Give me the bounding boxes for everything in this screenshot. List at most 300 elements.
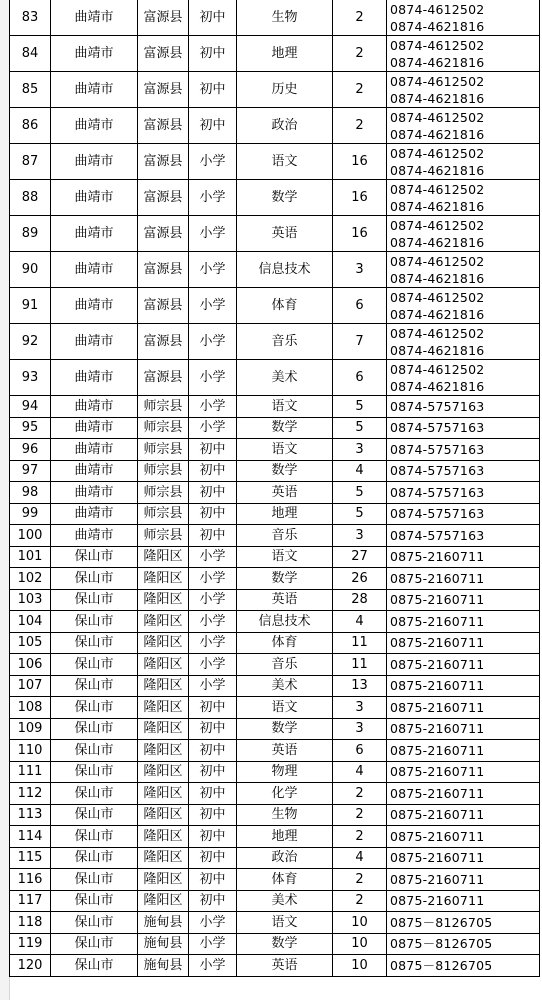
table-row <box>10 718 540 740</box>
phone-cell[interactable] <box>387 869 540 891</box>
phone-number: 0874-5757163 <box>390 506 485 522</box>
phone-number: 0875-2160711 <box>390 871 485 887</box>
table-row <box>10 144 540 180</box>
phone-cell[interactable] <box>387 360 540 396</box>
count-cell[interactable]: 2 <box>333 72 387 108</box>
subject-cell[interactable]: 语文 <box>237 697 333 719</box>
count-cell[interactable]: 6 <box>333 360 387 396</box>
county-cell[interactable]: 师宗县 <box>138 482 189 504</box>
subject-cell[interactable]: 英语 <box>237 955 333 977</box>
phone-number: 0875-2160711 <box>390 850 485 866</box>
city-cell[interactable]: 曲靖市 <box>51 36 138 72</box>
school-level-cell[interactable]: 小学 <box>189 288 237 324</box>
phone-number: 0874-4612502 <box>390 289 485 305</box>
county-cell[interactable]: 富源县 <box>138 72 189 108</box>
count-cell[interactable]: 16 <box>333 144 387 180</box>
phone-cell[interactable] <box>387 718 540 740</box>
county-cell[interactable]: 富源县 <box>138 216 189 252</box>
row-number-cell[interactable]: 84 <box>10 36 51 72</box>
count-cell[interactable]: 10 <box>333 933 387 955</box>
phone-cell[interactable] <box>387 72 540 108</box>
row-number-cell[interactable]: 107 <box>10 675 51 697</box>
row-number-cell[interactable]: 113 <box>10 804 51 826</box>
city-cell[interactable]: 保山市 <box>51 869 138 891</box>
city-cell[interactable]: 曲靖市 <box>51 288 138 324</box>
school-level-cell[interactable]: 小学 <box>189 144 237 180</box>
county-cell[interactable]: 隆阳区 <box>138 611 189 633</box>
row-number-cell[interactable]: 92 <box>10 324 51 360</box>
school-level-cell[interactable]: 小学 <box>189 360 237 396</box>
school-level-cell[interactable]: 初中 <box>189 72 237 108</box>
count-cell[interactable]: 10 <box>333 912 387 934</box>
subject-cell[interactable]: 化学 <box>237 783 333 805</box>
county-cell[interactable]: 施甸县 <box>138 912 189 934</box>
row-number-cell[interactable]: 111 <box>10 761 51 783</box>
county-cell[interactable]: 富源县 <box>138 360 189 396</box>
city-cell[interactable]: 保山市 <box>51 675 138 697</box>
count-cell[interactable]: 2 <box>333 890 387 912</box>
school-level-cell[interactable]: 小学 <box>189 252 237 288</box>
table-row <box>10 955 540 977</box>
phone-cell[interactable] <box>387 324 540 360</box>
count-cell[interactable]: 3 <box>333 525 387 547</box>
school-level-cell[interactable]: 初中 <box>189 804 237 826</box>
row-number-cell[interactable]: 115 <box>10 847 51 869</box>
county-cell[interactable]: 师宗县 <box>138 417 189 439</box>
count-cell[interactable]: 7 <box>333 324 387 360</box>
count-cell[interactable]: 3 <box>333 718 387 740</box>
count-cell[interactable]: 16 <box>333 216 387 252</box>
subject-cell[interactable]: 体育 <box>237 288 333 324</box>
count-cell[interactable]: 27 <box>333 546 387 568</box>
phone-number: 0874-4621816 <box>390 54 485 70</box>
phone-cell[interactable] <box>387 396 540 418</box>
county-cell[interactable]: 富源县 <box>138 324 189 360</box>
row-number-cell[interactable]: 88 <box>10 180 51 216</box>
row-number-cell[interactable]: 86 <box>10 108 51 144</box>
row-number-cell[interactable]: 102 <box>10 568 51 590</box>
subject-cell[interactable]: 地理 <box>237 36 333 72</box>
table-row <box>10 180 540 216</box>
school-level-cell[interactable]: 小学 <box>189 955 237 977</box>
count-cell[interactable]: 2 <box>333 108 387 144</box>
city-cell[interactable]: 保山市 <box>51 697 138 719</box>
phone-cell[interactable] <box>387 933 540 955</box>
row-number-cell[interactable]: 101 <box>10 546 51 568</box>
city-cell[interactable]: 保山市 <box>51 847 138 869</box>
subject-cell[interactable]: 美术 <box>237 360 333 396</box>
table-row <box>10 783 540 805</box>
county-cell[interactable]: 隆阳区 <box>138 890 189 912</box>
city-cell[interactable]: 曲靖市 <box>51 180 138 216</box>
subject-cell[interactable]: 体育 <box>237 632 333 654</box>
subject-cell[interactable]: 数学 <box>237 460 333 482</box>
county-cell[interactable]: 师宗县 <box>138 460 189 482</box>
count-cell[interactable]: 2 <box>333 826 387 848</box>
phone-cell[interactable] <box>387 675 540 697</box>
phone-number: 0875-2160711 <box>390 678 485 694</box>
row-number-cell[interactable]: 119 <box>10 933 51 955</box>
count-cell[interactable]: 6 <box>333 740 387 762</box>
subject-cell[interactable]: 语文 <box>237 144 333 180</box>
count-cell[interactable]: 5 <box>333 482 387 504</box>
phone-cell[interactable] <box>387 482 540 504</box>
city-cell[interactable]: 保山市 <box>51 740 138 762</box>
school-level-cell[interactable]: 小学 <box>189 324 237 360</box>
row-number-cell[interactable]: 95 <box>10 417 51 439</box>
subject-cell[interactable]: 数学 <box>237 718 333 740</box>
school-level-cell[interactable]: 初中 <box>189 761 237 783</box>
count-cell[interactable]: 6 <box>333 288 387 324</box>
count-cell[interactable]: 5 <box>333 396 387 418</box>
subject-cell[interactable]: 语文 <box>237 546 333 568</box>
count-cell[interactable]: 10 <box>333 955 387 977</box>
count-cell[interactable]: 16 <box>333 180 387 216</box>
school-level-cell[interactable]: 小学 <box>189 654 237 676</box>
city-cell[interactable]: 保山市 <box>51 804 138 826</box>
phone-cell[interactable] <box>387 36 540 72</box>
county-cell[interactable]: 师宗县 <box>138 439 189 461</box>
row-number-cell[interactable]: 110 <box>10 740 51 762</box>
row-number-cell[interactable]: 91 <box>10 288 51 324</box>
subject-cell[interactable]: 英语 <box>237 589 333 611</box>
county-cell[interactable]: 隆阳区 <box>138 761 189 783</box>
subject-cell[interactable]: 美术 <box>237 675 333 697</box>
count-cell[interactable]: 2 <box>333 36 387 72</box>
school-level-cell[interactable]: 小学 <box>189 546 237 568</box>
row-number-cell[interactable]: 98 <box>10 482 51 504</box>
row-number-cell[interactable]: 87 <box>10 144 51 180</box>
row-number-cell[interactable]: 117 <box>10 890 51 912</box>
phone-number: 0874-4621816 <box>390 18 485 34</box>
count-cell[interactable]: 2 <box>333 0 387 36</box>
school-level-cell[interactable]: 小学 <box>189 933 237 955</box>
count-cell[interactable]: 4 <box>333 611 387 633</box>
county-cell[interactable]: 隆阳区 <box>138 847 189 869</box>
city-cell[interactable]: 保山市 <box>51 955 138 977</box>
subject-cell[interactable]: 音乐 <box>237 525 333 547</box>
table-row <box>10 761 540 783</box>
row-number-cell[interactable]: 116 <box>10 869 51 891</box>
city-cell[interactable]: 保山市 <box>51 912 138 934</box>
phone-cell[interactable] <box>387 611 540 633</box>
city-cell[interactable]: 曲靖市 <box>51 72 138 108</box>
city-cell[interactable]: 曲靖市 <box>51 324 138 360</box>
count-cell[interactable]: 11 <box>333 654 387 676</box>
phone-number: 0875-2160711 <box>390 785 485 801</box>
subject-cell[interactable]: 音乐 <box>237 324 333 360</box>
school-level-cell[interactable]: 小学 <box>189 632 237 654</box>
school-level-cell[interactable]: 初中 <box>189 847 237 869</box>
phone-number: 0874-4612502 <box>390 145 485 161</box>
subject-cell[interactable]: 语文 <box>237 912 333 934</box>
count-cell[interactable]: 2 <box>333 804 387 826</box>
county-cell[interactable]: 师宗县 <box>138 503 189 525</box>
county-cell[interactable]: 富源县 <box>138 108 189 144</box>
school-level-cell[interactable]: 初中 <box>189 890 237 912</box>
city-cell[interactable]: 曲靖市 <box>51 0 138 36</box>
table-row <box>10 288 540 324</box>
phone-cell[interactable] <box>387 568 540 590</box>
phone-cell[interactable] <box>387 826 540 848</box>
phone-number: 0875-2160711 <box>390 592 485 608</box>
school-level-cell[interactable]: 初中 <box>189 783 237 805</box>
phone-cell[interactable] <box>387 654 540 676</box>
city-cell[interactable]: 曲靖市 <box>51 360 138 396</box>
phone-number: 0874-4621816 <box>390 126 485 142</box>
phone-cell[interactable] <box>387 783 540 805</box>
county-cell[interactable]: 隆阳区 <box>138 826 189 848</box>
phone-number: 0875－8126705 <box>390 957 493 973</box>
city-cell[interactable]: 曲靖市 <box>51 525 138 547</box>
subject-cell[interactable]: 英语 <box>237 740 333 762</box>
phone-cell[interactable] <box>387 503 540 525</box>
subject-cell[interactable]: 语文 <box>237 396 333 418</box>
phone-cell[interactable] <box>387 144 540 180</box>
county-cell[interactable]: 隆阳区 <box>138 804 189 826</box>
phone-cell[interactable] <box>387 847 540 869</box>
phone-number: 0874-4621816 <box>390 342 485 358</box>
county-cell[interactable]: 隆阳区 <box>138 654 189 676</box>
phone-cell[interactable] <box>387 761 540 783</box>
subject-cell[interactable]: 英语 <box>237 216 333 252</box>
phone-cell[interactable] <box>387 890 540 912</box>
county-cell[interactable]: 隆阳区 <box>138 675 189 697</box>
phone-number: 0874-4612502 <box>390 37 485 53</box>
phone-cell[interactable] <box>387 912 540 934</box>
phone-cell[interactable] <box>387 252 540 288</box>
count-cell[interactable]: 11 <box>333 632 387 654</box>
county-cell[interactable]: 隆阳区 <box>138 697 189 719</box>
phone-cell[interactable] <box>387 632 540 654</box>
subject-cell[interactable]: 地理 <box>237 826 333 848</box>
school-level-cell[interactable]: 初中 <box>189 740 237 762</box>
county-cell[interactable]: 富源县 <box>138 144 189 180</box>
table-row <box>10 252 540 288</box>
count-cell[interactable]: 28 <box>333 589 387 611</box>
table-row <box>10 417 540 439</box>
phone-cell[interactable] <box>387 0 540 36</box>
phone-cell[interactable] <box>387 108 540 144</box>
county-cell[interactable]: 隆阳区 <box>138 718 189 740</box>
school-level-cell[interactable]: 小学 <box>189 611 237 633</box>
subject-cell[interactable]: 数学 <box>237 933 333 955</box>
city-cell[interactable]: 曲靖市 <box>51 482 138 504</box>
school-level-cell[interactable]: 初中 <box>189 503 237 525</box>
count-cell[interactable]: 5 <box>333 503 387 525</box>
phone-number: 0875-2160711 <box>390 699 485 715</box>
school-level-cell[interactable]: 小学 <box>189 675 237 697</box>
phone-cell[interactable] <box>387 955 540 977</box>
county-cell[interactable]: 施甸县 <box>138 933 189 955</box>
city-cell[interactable]: 曲靖市 <box>51 144 138 180</box>
phone-cell[interactable] <box>387 697 540 719</box>
county-cell[interactable]: 隆阳区 <box>138 568 189 590</box>
count-cell[interactable]: 4 <box>333 847 387 869</box>
subject-cell[interactable]: 政治 <box>237 108 333 144</box>
subject-cell[interactable]: 英语 <box>237 482 333 504</box>
school-level-cell[interactable]: 初中 <box>189 525 237 547</box>
city-cell[interactable]: 曲靖市 <box>51 108 138 144</box>
city-cell[interactable]: 曲靖市 <box>51 396 138 418</box>
city-cell[interactable]: 曲靖市 <box>51 460 138 482</box>
row-number-cell[interactable]: 94 <box>10 396 51 418</box>
county-cell[interactable]: 隆阳区 <box>138 632 189 654</box>
phone-number: 0875-2160711 <box>390 570 485 586</box>
school-level-cell[interactable]: 初中 <box>189 439 237 461</box>
row-number-cell[interactable]: 120 <box>10 955 51 977</box>
subject-cell[interactable]: 物理 <box>237 761 333 783</box>
county-cell[interactable]: 富源县 <box>138 252 189 288</box>
subject-cell[interactable]: 生物 <box>237 0 333 36</box>
subject-cell[interactable]: 信息技术 <box>237 611 333 633</box>
subject-cell[interactable]: 数学 <box>237 417 333 439</box>
phone-cell[interactable] <box>387 804 540 826</box>
county-cell[interactable]: 富源县 <box>138 288 189 324</box>
row-number-cell[interactable]: 103 <box>10 589 51 611</box>
county-cell[interactable]: 隆阳区 <box>138 589 189 611</box>
row-number-cell[interactable]: 99 <box>10 503 51 525</box>
row-number-cell[interactable]: 118 <box>10 912 51 934</box>
county-cell[interactable]: 师宗县 <box>138 525 189 547</box>
row-number-cell[interactable]: 89 <box>10 216 51 252</box>
row-number-cell[interactable]: 96 <box>10 439 51 461</box>
phone-cell[interactable] <box>387 288 540 324</box>
phone-cell[interactable] <box>387 439 540 461</box>
phone-cell[interactable] <box>387 740 540 762</box>
row-number-cell[interactable]: 97 <box>10 460 51 482</box>
phone-number: 0874-4621816 <box>390 270 485 286</box>
subject-cell[interactable]: 历史 <box>237 72 333 108</box>
subject-cell[interactable]: 美术 <box>237 890 333 912</box>
row-number-cell[interactable]: 108 <box>10 697 51 719</box>
city-cell[interactable]: 曲靖市 <box>51 503 138 525</box>
row-number-cell[interactable]: 104 <box>10 611 51 633</box>
school-level-cell[interactable]: 初中 <box>189 718 237 740</box>
phone-cell[interactable] <box>387 460 540 482</box>
count-cell[interactable]: 4 <box>333 460 387 482</box>
county-cell[interactable]: 隆阳区 <box>138 740 189 762</box>
subject-cell[interactable]: 地理 <box>237 503 333 525</box>
phone-number: 0875-2160711 <box>390 807 485 823</box>
school-level-cell[interactable]: 小学 <box>189 589 237 611</box>
school-level-cell[interactable]: 初中 <box>189 826 237 848</box>
phone-cell[interactable] <box>387 589 540 611</box>
city-cell[interactable]: 保山市 <box>51 568 138 590</box>
school-level-cell[interactable]: 初中 <box>189 482 237 504</box>
row-number-cell[interactable]: 93 <box>10 360 51 396</box>
subject-cell[interactable]: 语文 <box>237 439 333 461</box>
count-cell[interactable]: 4 <box>333 761 387 783</box>
city-cell[interactable]: 保山市 <box>51 826 138 848</box>
school-level-cell[interactable]: 初中 <box>189 460 237 482</box>
city-cell[interactable]: 保山市 <box>51 611 138 633</box>
school-level-cell[interactable]: 小学 <box>189 417 237 439</box>
county-cell[interactable]: 富源县 <box>138 36 189 72</box>
school-level-cell[interactable]: 初中 <box>189 869 237 891</box>
phone-number: 0874-4621816 <box>390 162 485 178</box>
count-cell[interactable]: 3 <box>333 439 387 461</box>
city-cell[interactable]: 保山市 <box>51 783 138 805</box>
table-row <box>10 933 540 955</box>
count-cell[interactable]: 26 <box>333 568 387 590</box>
row-number-cell[interactable]: 90 <box>10 252 51 288</box>
city-cell[interactable]: 保山市 <box>51 546 138 568</box>
city-cell[interactable]: 保山市 <box>51 718 138 740</box>
county-cell[interactable]: 师宗县 <box>138 396 189 418</box>
row-number-cell[interactable]: 85 <box>10 72 51 108</box>
city-cell[interactable]: 曲靖市 <box>51 252 138 288</box>
phone-number: 0874-5757163 <box>390 527 485 543</box>
subject-cell[interactable]: 政治 <box>237 847 333 869</box>
recruitment-table <box>9 0 540 977</box>
city-cell[interactable]: 保山市 <box>51 890 138 912</box>
count-cell[interactable]: 5 <box>333 417 387 439</box>
county-cell[interactable]: 富源县 <box>138 0 189 36</box>
phone-cell[interactable] <box>387 180 540 216</box>
phone-cell[interactable] <box>387 216 540 252</box>
city-cell[interactable]: 保山市 <box>51 654 138 676</box>
school-level-cell[interactable]: 初中 <box>189 697 237 719</box>
county-cell[interactable]: 施甸县 <box>138 955 189 977</box>
count-cell[interactable]: 2 <box>333 783 387 805</box>
row-number-cell[interactable]: 106 <box>10 654 51 676</box>
row-number-cell[interactable]: 105 <box>10 632 51 654</box>
phone-cell[interactable] <box>387 546 540 568</box>
subject-cell[interactable]: 体育 <box>237 869 333 891</box>
table-row <box>10 216 540 252</box>
school-level-cell[interactable]: 小学 <box>189 216 237 252</box>
phone-cell[interactable] <box>387 417 540 439</box>
county-cell[interactable]: 富源县 <box>138 180 189 216</box>
city-cell[interactable]: 保山市 <box>51 761 138 783</box>
subject-cell[interactable]: 音乐 <box>237 654 333 676</box>
count-cell[interactable]: 3 <box>333 697 387 719</box>
row-number-cell[interactable]: 109 <box>10 718 51 740</box>
city-cell[interactable]: 曲靖市 <box>51 439 138 461</box>
count-cell[interactable]: 13 <box>333 675 387 697</box>
subject-cell[interactable]: 生物 <box>237 804 333 826</box>
school-level-cell[interactable]: 初中 <box>189 0 237 36</box>
row-number-cell[interactable]: 112 <box>10 783 51 805</box>
count-cell[interactable]: 3 <box>333 252 387 288</box>
subject-cell[interactable]: 信息技术 <box>237 252 333 288</box>
table-row <box>10 804 540 826</box>
row-number-cell[interactable]: 114 <box>10 826 51 848</box>
city-cell[interactable]: 保山市 <box>51 632 138 654</box>
row-number-cell[interactable]: 83 <box>10 0 51 36</box>
school-level-cell[interactable]: 小学 <box>189 396 237 418</box>
city-cell[interactable]: 曲靖市 <box>51 417 138 439</box>
table-row <box>10 912 540 934</box>
count-cell[interactable]: 2 <box>333 869 387 891</box>
school-level-cell[interactable]: 初中 <box>189 36 237 72</box>
subject-cell[interactable]: 数学 <box>237 180 333 216</box>
city-cell[interactable]: 保山市 <box>51 933 138 955</box>
school-level-cell[interactable]: 小学 <box>189 180 237 216</box>
row-number-cell[interactable]: 100 <box>10 525 51 547</box>
school-level-cell[interactable]: 初中 <box>189 108 237 144</box>
city-cell[interactable]: 保山市 <box>51 589 138 611</box>
school-level-cell[interactable]: 小学 <box>189 568 237 590</box>
phone-cell[interactable] <box>387 525 540 547</box>
county-cell[interactable]: 隆阳区 <box>138 869 189 891</box>
subject-cell[interactable]: 数学 <box>237 568 333 590</box>
county-cell[interactable]: 隆阳区 <box>138 546 189 568</box>
county-cell[interactable]: 隆阳区 <box>138 783 189 805</box>
city-cell[interactable]: 曲靖市 <box>51 216 138 252</box>
school-level-cell[interactable]: 小学 <box>189 912 237 934</box>
